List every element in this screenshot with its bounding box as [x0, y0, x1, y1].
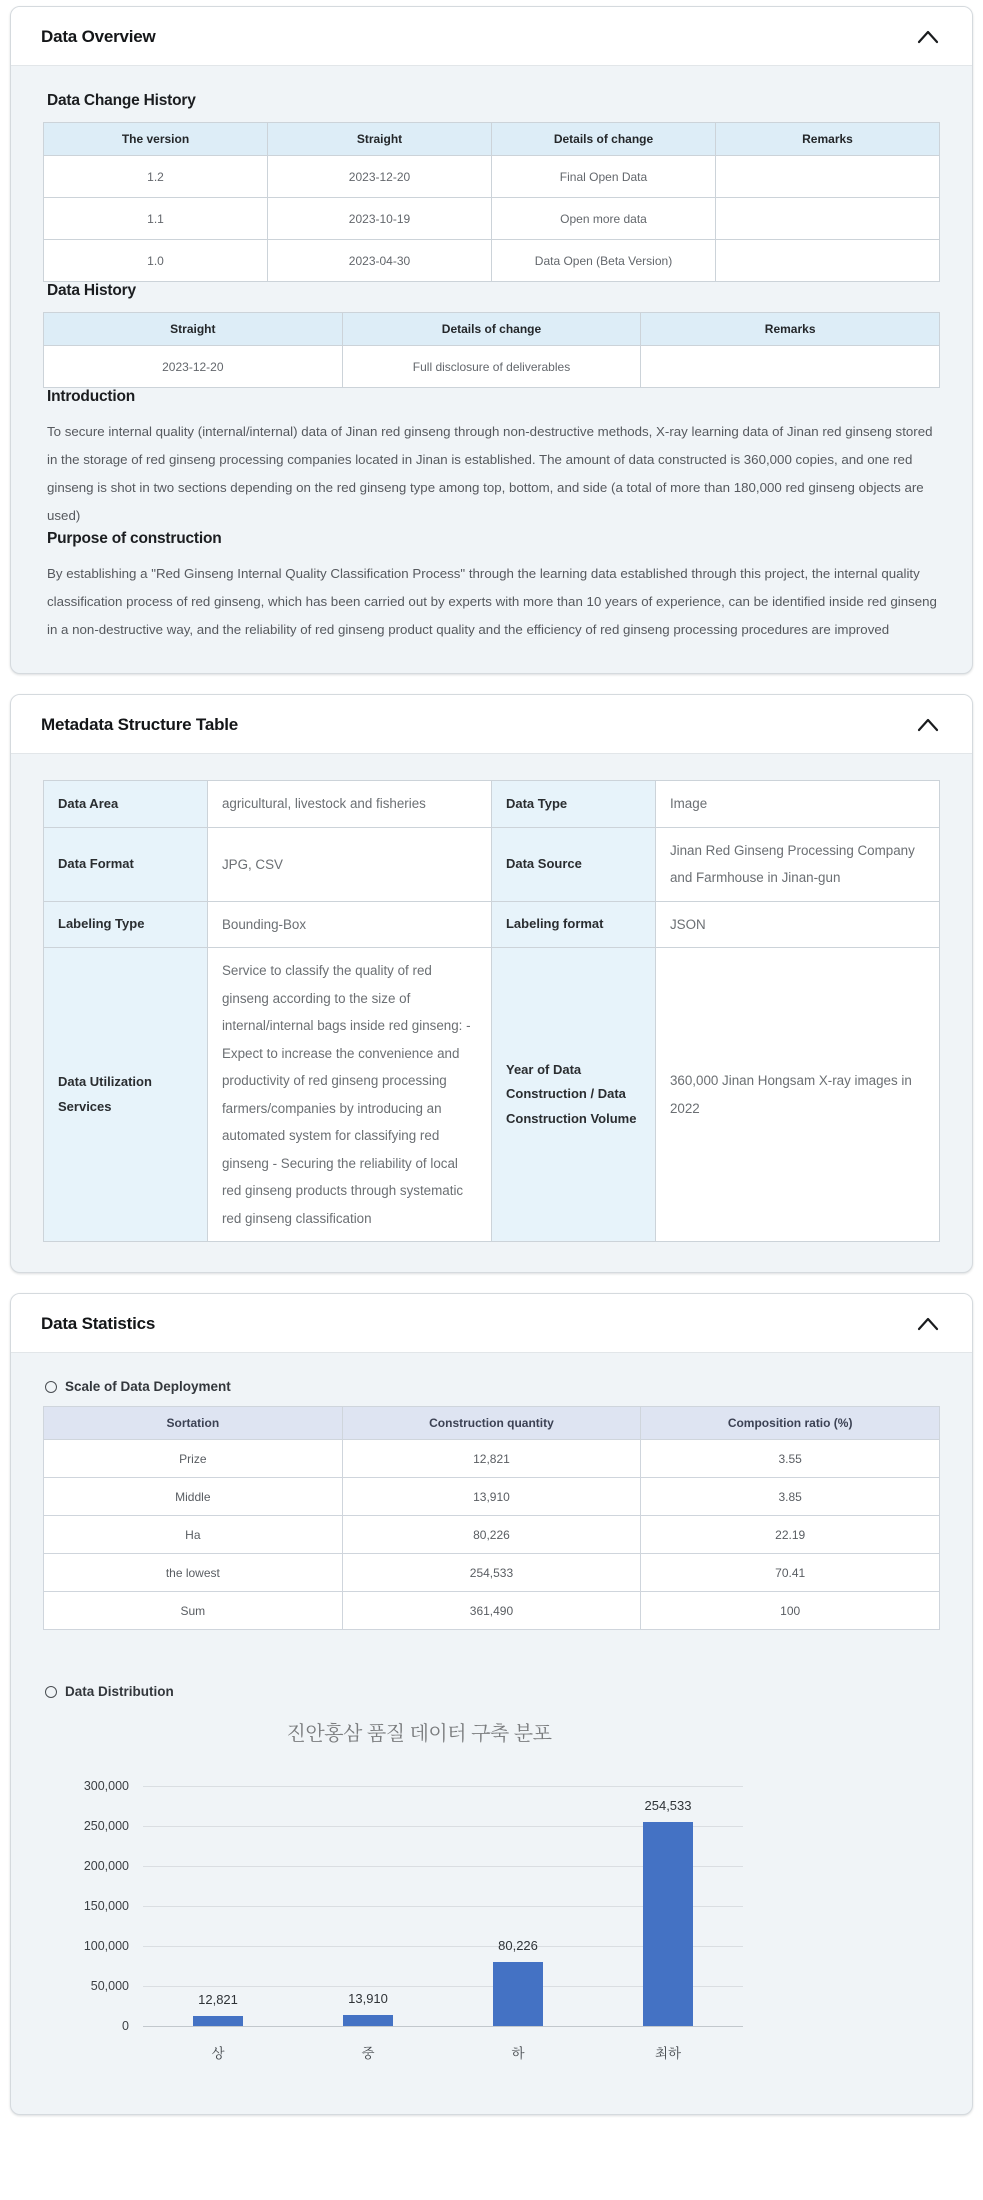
table-row: [44, 346, 940, 388]
table-cell: the lowest: [44, 1554, 343, 1592]
table-row: [44, 1440, 940, 1478]
table-cell: 13,910: [342, 1478, 641, 1516]
table-cell: 2023-12-20: [44, 346, 343, 388]
collapse-toggle-button[interactable]: [914, 715, 942, 735]
chevron-up-icon: [916, 33, 940, 48]
table-cell: Ha: [44, 1516, 343, 1554]
data-overview-body: [11, 66, 972, 673]
y-axis-tick-label: 0: [122, 2019, 129, 2034]
purpose-heading: Purpose of construction: [47, 529, 222, 547]
table-row: [44, 1592, 940, 1630]
table-row: [44, 198, 940, 240]
panel-title: Data Overview: [41, 27, 156, 46]
distribution-heading: Data Distribution: [65, 1684, 174, 1700]
distribution-section-label: [45, 1684, 749, 1699]
meta-value-cell: 360,000 Jinan Hongsam X-ray images in 2022: [655, 948, 939, 1242]
table-cell: Full disclosure of deliverables: [342, 346, 641, 388]
introduction-heading: Introduction: [47, 388, 135, 405]
table-cell: 2023-10-19: [268, 198, 492, 240]
statistics-panel: [10, 1293, 973, 2115]
circle-bullet-icon: [45, 1686, 57, 1698]
panel-title: Data Statistics: [41, 1314, 156, 1334]
table-header-cell: Details of change: [342, 313, 641, 346]
deployment-heading: Scale of Data Deployment: [65, 1379, 231, 1395]
collapse-toggle-button[interactable]: [914, 1314, 942, 1334]
table-cell: 2023-12-20: [268, 156, 492, 198]
data-distribution-chart: [49, 1684, 749, 2062]
x-axis-tick-label: 하: [511, 2046, 525, 2062]
table-cell: [716, 156, 940, 198]
change-history-heading: Data Change History: [47, 92, 196, 109]
meta-label-cell: Data Source: [491, 827, 655, 901]
deployment-section-label: [45, 1379, 940, 1394]
meta-value-cell: JPG, CSV: [207, 827, 491, 901]
deployment-table: [43, 1406, 940, 1630]
chart-bar: [193, 2016, 243, 2026]
chart-bar: [643, 1822, 693, 2026]
bar-slot: [293, 1786, 443, 2062]
chart-plot: [83, 1779, 743, 2062]
panel-title: Metadata Structure Table: [41, 715, 239, 735]
circle-bullet-icon: [45, 1381, 57, 1393]
y-axis-tick-label: 250,000: [83, 1819, 129, 1834]
table-cell: [716, 240, 940, 282]
table-header-cell: Straight: [268, 123, 492, 156]
table-cell: 361,490: [342, 1592, 641, 1630]
table-row: [44, 1516, 940, 1554]
chevron-up-icon: [916, 721, 940, 736]
table-header-row: [44, 313, 940, 346]
statistics-header: [11, 1294, 972, 1353]
bar-value-label: 80,226: [498, 1938, 538, 1954]
y-axis-tick-label: 100,000: [83, 1939, 129, 1954]
table-cell: Sum: [44, 1592, 343, 1630]
table-header-row: [44, 1407, 940, 1440]
metadata-body: [11, 754, 972, 1272]
table-cell: Data Open (Beta Version): [492, 240, 716, 282]
table-header-cell: Straight: [44, 313, 343, 346]
table-header-cell: The version: [44, 123, 268, 156]
table-row: [44, 240, 940, 282]
table-cell: 80,226: [342, 1516, 641, 1554]
change-history-table: [43, 122, 940, 282]
y-axis-tick-label: 50,000: [90, 1979, 129, 1994]
meta-label-cell: Data Format: [44, 827, 208, 901]
table-header-cell: Composition ratio (%): [641, 1407, 940, 1440]
table-cell: Open more data: [492, 198, 716, 240]
table-cell: 1.0: [44, 240, 268, 282]
data-overview-header: [11, 7, 972, 66]
table-cell: Middle: [44, 1478, 343, 1516]
meta-value-cell: Image: [655, 781, 939, 827]
meta-label-cell: Labeling format: [491, 901, 655, 947]
table-cell: 3.85: [641, 1478, 940, 1516]
table-row: [44, 781, 940, 827]
meta-value-cell: Service to classify the quality of red ginseng according to the size of internal/internal bags inside red ginseng: - Expect to increase the convenience and productivity of red ginseng processing farmers/companies by introducing an automated system for classifying red ginseng - Securing the reliability of local red ginseng products through systematic red ginseng classification: [207, 948, 491, 1242]
gridline: [143, 2026, 743, 2027]
introduction-text: To secure internal quality (internal/internal) data of Jinan red ginseng through non-destructive methods, X-ray learning data of Jinan red ginseng stored in the storage of red ginseng processing companies located in Jinan is established. The amount of data constructed is 360,000 copies, and one red ginseng is shot in two sections depending on the red ginseng type among top, bottom, and side (a total of more than 180,000 red ginseng objects are used): [47, 424, 933, 523]
table-cell: 1.2: [44, 156, 268, 198]
table-cell: 100: [641, 1592, 940, 1630]
x-axis-tick-label: 상: [211, 2046, 225, 2062]
table-row: [44, 948, 940, 1242]
table-cell: 254,533: [342, 1554, 641, 1592]
bar-slot: [443, 1786, 593, 2062]
chart-bar: [343, 2015, 393, 2026]
collapse-toggle-button[interactable]: [914, 27, 942, 47]
table-cell: [641, 346, 940, 388]
table-cell: 12,821: [342, 1440, 641, 1478]
meta-label-cell: Data Utilization Services: [44, 948, 208, 1242]
bar-value-label: 254,533: [644, 1798, 692, 1814]
x-axis-tick-label: 중: [361, 2046, 375, 2062]
table-cell: 70.41: [641, 1554, 940, 1592]
bar-slot: [143, 1786, 293, 2062]
bar-series: [143, 1786, 743, 2062]
table-header-row: [44, 123, 940, 156]
metadata-header: [11, 695, 972, 754]
table-cell: 22.19: [641, 1516, 940, 1554]
table-cell: 2023-04-30: [268, 240, 492, 282]
data-history-heading: Data History: [47, 282, 136, 299]
x-axis-tick-label: 최하: [654, 2046, 682, 2062]
table-row: [44, 156, 940, 198]
chart-bar: [493, 1962, 543, 2026]
purpose-text: By establishing a "Red Ginseng Internal Quality Classification Process" through the learning data established through this project, the internal quality classification process of red ginseng, which has been carried out by experts with more than 10 years of experience, can be identified inside red ginseng in a non-destructive way, and the reliability of red ginseng product quality and the efficiency of red ginseng processing procedures are improved: [47, 565, 937, 637]
meta-value-cell: Jinan Red Ginseng Processing Company and Farmhouse in Jinan-gun: [655, 827, 939, 901]
chevron-up-icon: [916, 1320, 940, 1335]
table-cell: 3.55: [641, 1440, 940, 1478]
table-row: [44, 901, 940, 947]
metadata-table: [43, 780, 940, 1242]
table-header-cell: Sortation: [44, 1407, 343, 1440]
table-row: [44, 1478, 940, 1516]
bar-value-label: 13,910: [348, 1991, 388, 2007]
y-axis-tick-label: 150,000: [83, 1899, 129, 1914]
meta-label-cell: Labeling Type: [44, 901, 208, 947]
table-header-cell: Remarks: [716, 123, 940, 156]
table-cell: Prize: [44, 1440, 343, 1478]
meta-value-cell: agricultural, livestock and fisheries: [207, 781, 491, 827]
data-overview-panel: [10, 6, 973, 674]
table-row: [44, 1554, 940, 1592]
table-header-cell: Construction quantity: [342, 1407, 641, 1440]
y-axis-tick-label: 300,000: [83, 1779, 129, 1794]
meta-value-cell: JSON: [655, 901, 939, 947]
bar-slot: [593, 1786, 743, 2062]
table-cell: Final Open Data: [492, 156, 716, 198]
metadata-panel: [10, 694, 973, 1273]
chart-title: 진안홍삼 품질 데이터 구축 분포: [286, 1723, 552, 1746]
table-cell: 1.1: [44, 198, 268, 240]
meta-label-cell: Year of Data Construction / Data Construction Volume: [491, 948, 655, 1242]
table-row: [44, 827, 940, 901]
meta-label-cell: Data Type: [491, 781, 655, 827]
y-axis-tick-label: 200,000: [83, 1859, 129, 1874]
data-history-table: [43, 312, 940, 388]
table-header-cell: Details of change: [492, 123, 716, 156]
table-header-cell: Remarks: [641, 313, 940, 346]
meta-label-cell: Data Area: [44, 781, 208, 827]
bar-value-label: 12,821: [198, 1992, 238, 2008]
table-cell: [716, 198, 940, 240]
statistics-body: [11, 1353, 972, 2114]
meta-value-cell: Bounding-Box: [207, 901, 491, 947]
